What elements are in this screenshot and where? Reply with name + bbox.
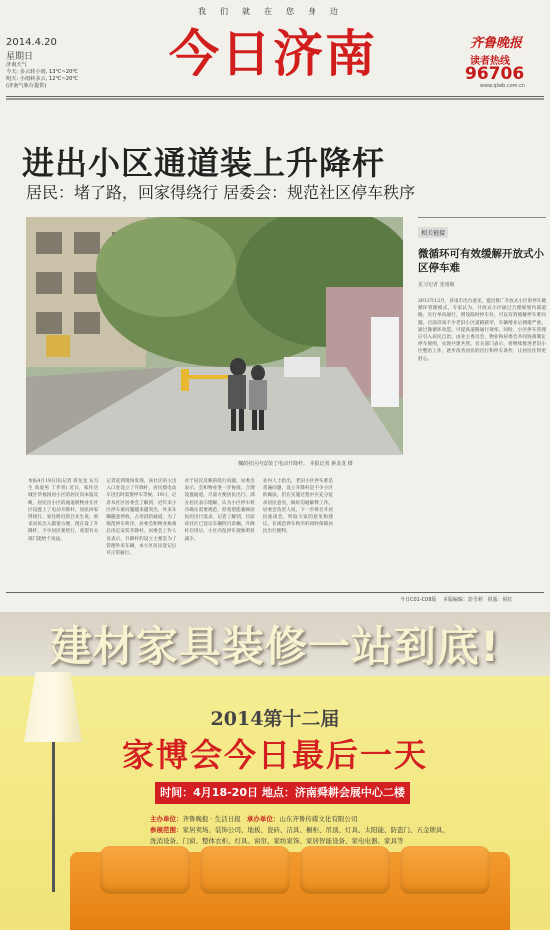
sofa-cushion [400, 846, 490, 894]
article-column-3: 对于居民反映的绕行问题，居委会表示，会和物业进一步协商，合理设置通道，尽量方便居民出行。部分居民表示理解，认为小区停车秩序确实需要规范，但希望能兼顾居民的出行需求。记者了解到，目前该社区已登记车辆四百余辆，升降杆启用后，小区内乱停车现象明显减少。 [184, 479, 255, 542]
footer-divider [6, 592, 544, 593]
ad-organizer-line [150, 814, 455, 825]
article-headline: 进出小区通道装上升降杆 [22, 144, 386, 182]
page-footer [400, 596, 513, 603]
sofa-cushion [200, 846, 290, 894]
ad-undertaker: 山东齐鲁传媒文化有限公司 [279, 815, 358, 823]
ad-slogan: 建材家具装修一站到底! [49, 622, 501, 671]
sofa-cushion [300, 846, 390, 894]
article-column-1: 本报4月19日讯(记者 蒋龙龙 实习生 高爱男 丁步青) 近日，家住历城区华福园居小区的居民向本报反映，居民出小区的通道被物业在社区设置上了电动升降杆，居民回家得绕行。家住附近的吕先生说，原来居民出入都很方便，现在设了升降杆，不少居民要绕行，希望有关部门能给个说法。 [28, 479, 99, 542]
article-column-4: 业内人士指出，老旧小区停车难是普遍问题，设立升降杆是不少小区的做法，但在实施过程中应充分征求居民意见，做好沟通解释工作。居委会负责人说，下一步将召开居民座谈会，听取大家的意见和建议，在规范停车秩序的同时保障居民出行便利。 [262, 479, 333, 535]
sidebar-tag: 相关链接 [418, 227, 448, 238]
street-scene-image [26, 217, 403, 455]
ad-participants-label: 参展范围： [150, 826, 183, 834]
sidebar-byline: 见习记者 张雨敏 [418, 282, 455, 288]
header-divider [6, 96, 544, 97]
brand-logo: 齐鲁晚报 [470, 36, 523, 51]
ad-organizer-label: 主办单位： [150, 815, 183, 823]
weather-title: 济南天气 [6, 62, 27, 68]
weather-source: (济南气象台提供) [6, 83, 47, 89]
masthead-title: 今日济南 [169, 25, 377, 83]
issue-weekday: 星期日 [6, 52, 34, 62]
footer-pages: 今日C01-C08版 [400, 597, 437, 603]
weather-today: 今天: 多云转小雨, 13℃~20℃ [6, 69, 79, 75]
ad-participants: 家居卖场、装饰公司、地板、瓷砖、洁具、橱柜、吊顶、灯具、太阳能、防盗门、五金锁具、洗消设备、门窗、整体衣柜、灯具、窗帘、家纺家饰、家居智能设备、家电电器、家具等 [150, 826, 449, 845]
photo-caption: 槐荫社区内安装了电动升降杆。 本报记者 蒋龙龙 摄 [238, 461, 353, 467]
sidebar-related [418, 217, 546, 363]
weather-tomorrow: 明天: 小雨转多云, 12℃~20℃ [6, 76, 79, 82]
footer-editor: 本版编辑：彭雪莉 [442, 597, 483, 603]
website: www.qlwb.com.cn [480, 83, 525, 89]
sofa-cushion [100, 846, 190, 894]
hotline-label: 读者热线 [470, 56, 510, 67]
ad-undertaker-label: 承办单位： [246, 815, 280, 823]
ad-organizer: 齐鲁晚报 · 生活日报 [182, 815, 241, 823]
sidebar-body: 2013年12月，济南市出台意见，提出推广开放式小区的停车微循环管理模式。专家认为，开放式小区通过合理规划内部道路，实行单向通行，增设临时停车位，可以有效缓解停车难问题。目前济南不少老旧小区道路狭窄，车辆增多后拥堵严重，通过微循环改造，可提高道路通行效率。同时，小区停车管理应引入居民自治，由业主委员会、物业和居委会共同协商制定停车规则，实现共建共管。有关部门表示，将继续推进老旧小区整治工作，逐步改善居民的出行和停车条件，让居民住得更舒心。 [418, 299, 546, 362]
weather-box [6, 62, 116, 90]
article-body [28, 478, 333, 557]
advertisement [0, 612, 550, 930]
ad-organizers [150, 814, 455, 847]
ad-time-location: 时间：4月18-20日 地点：济南舜耕会展中心二楼 [155, 782, 410, 804]
header-slogan: 我们就在您身边 [198, 7, 352, 16]
ad-title: 家博会今日最后一天 [121, 736, 428, 774]
ad-participants-line [150, 825, 455, 847]
ad-edition: 2014第十二届 [210, 708, 340, 730]
header-divider-double [6, 98, 544, 100]
article-subhead: 居民：堵了路，回家得绕行 居委会：规范社区停车秩序 [26, 183, 416, 202]
article-photo [26, 217, 403, 455]
article-column-2: 记者赶到现场发现，该社区的主出入口处设立了升降杆，居民骑电动车进出时需要停车等候。19日，记者从社区居委会了解到，近年来小区停车难问题越来越突出，外来车辆随意停放，占用消防通道，为了规范停车秩序，居委会和物业协商后决定安装升降杆。居委会工作人员表示，升降杆的设立主要是为了管理外来车辆，本小区居民登记后可正常通行。 [106, 479, 177, 557]
issue-date: 2014.4.20 [6, 37, 57, 48]
sidebar-box [418, 217, 546, 363]
footer-designer: 组版：候红 [487, 597, 513, 603]
sidebar-title: 微循环可有效缓解开放式小区停车难 [418, 248, 544, 274]
hotline-number: 96706 [465, 64, 525, 84]
